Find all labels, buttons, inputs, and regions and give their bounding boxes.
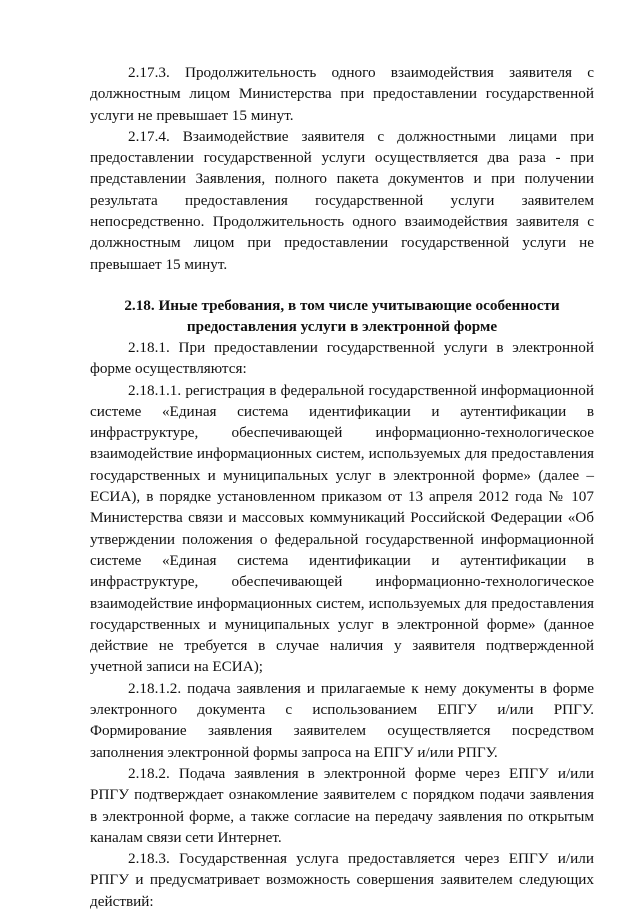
section-heading-2-18 [90, 295, 594, 337]
paragraph-2-18-1: 2.18.1. При предоставлении государственной услуги в электронной форме осуществляются: [90, 338, 594, 378]
paragraph-2-18-1-2: 2.18.1.2. подача заявления и прилагаемые к нему документы в форме электронного документа с использованием ЕПГУ и/или РПГУ. Формирование заявления заявителем осуществляется посредством заполнения электронной формы запроса на ЕПГУ и/или РПГУ. [90, 679, 594, 761]
section-heading-line-2: предоставления услуги в электронной форме [186, 317, 498, 335]
paragraph-2-18-3: 2.18.3. Государственная услуга предоставляется через ЕПГУ и/или РПГУ и предусматривает возможность совершения заявителем следующих действий: [90, 850, 594, 910]
section-heading-line-1: 2.18. Иные требования, в том числе учитывающие особенности [124, 296, 560, 314]
paragraph-2-18-1-1: 2.18.1.1. регистрация в федеральной государственной информационной системе «Единая система идентификации и аутентификации в инфраструктуре, обеспечивающей информационно-технологическое взаимодействие информационных систем, используемых для предоставления государственных и муниципальных услуг в электронной форме» (далее – ЕСИА), в порядке установленном приказом от 13 апреля 2012 года № 107 Министерства связи и массовых коммуникаций Российской Федерации «Об утверждении положения о федеральной государственной информационной системе «Единая система идентификации и аутентификации в инфраструктуре, обеспечивающей информационно-технологическое взаимодействие информационных систем, используемых для предоставления государственных и муниципальных услуг в электронной форме» (данное действие не требуется в случае наличия у заявителя подтвержденной учетной записи на ЕСИА); [90, 381, 594, 676]
paragraph-2-17-4: 2.17.4. Взаимодействие заявителя с должностными лицами при предоставлении государственной услуги осуществляется два раза - при представлении Заявления, полного пакета документов и при получении результата предоставления государственной услуги заявителем непосредственно. Продолжительность одного взаимодействия заявителя с должностным лицом при предоставлении государственной услуги не превышает 15 минут. [90, 127, 594, 273]
paragraph-2-17-3: 2.17.3. Продолжительность одного взаимодействия заявителя с должностным лицом Министерства при предоставлении государственной услуги не превышает 15 минут. [90, 64, 594, 124]
document-page [90, 62, 594, 912]
paragraph-2-18-2: 2.18.2. Подача заявления в электронной форме через ЕПГУ и/или РПГУ подтверждает ознакомление заявителем с порядком подачи заявления в электронной форме, а также согласие на передачу заявления по открытым каналам связи сети Интернет. [90, 764, 594, 846]
